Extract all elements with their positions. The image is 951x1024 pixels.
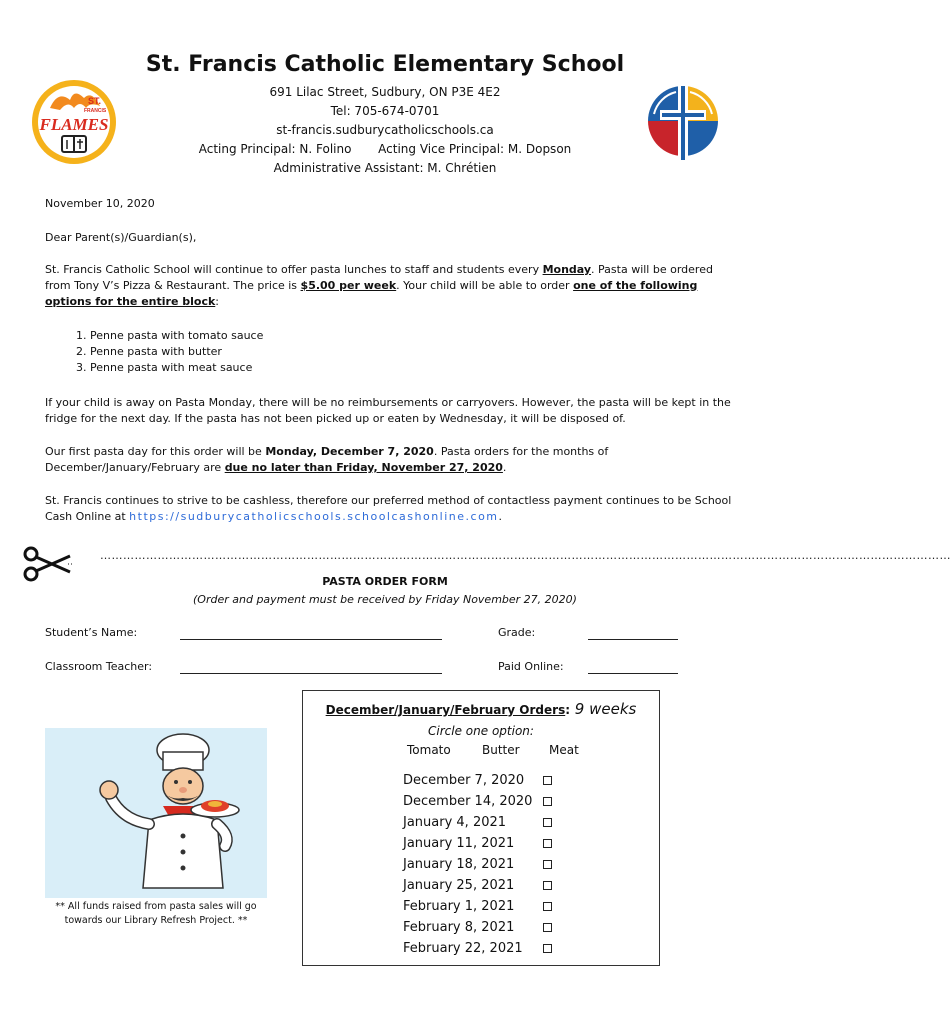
option-item: 3. Penne pasta with meat sauce xyxy=(90,360,263,376)
paragraph-payment xyxy=(45,493,735,525)
teacher-label: Classroom Teacher: xyxy=(45,660,153,673)
logo-st-text: ST. xyxy=(88,96,102,106)
paragraph-first-day xyxy=(45,444,735,476)
option-item: 2. Penne pasta with butter xyxy=(90,344,263,360)
logo-flames-text: FLAMES xyxy=(39,115,109,134)
principals-line xyxy=(150,140,620,159)
order-date: January 4, 2021 xyxy=(403,815,507,830)
order-date: February 1, 2021 xyxy=(403,899,515,914)
option-butter[interactable]: Butter xyxy=(482,743,520,757)
pasta-options-list xyxy=(45,328,263,376)
date-checkbox[interactable] xyxy=(543,944,552,953)
grade-field[interactable] xyxy=(588,627,678,640)
paragraph-intro xyxy=(45,262,735,310)
p3-text-c: . xyxy=(502,461,507,474)
p1-price: $5.00 per week xyxy=(300,279,397,292)
date-row xyxy=(403,855,603,875)
p3-due-date: due no later than Friday, November 27, 2020 xyxy=(224,461,503,474)
p3-first-day: Monday, December 7, 2020 xyxy=(265,445,434,458)
date-checkbox[interactable] xyxy=(543,881,552,890)
date-checkbox[interactable] xyxy=(543,902,552,911)
orders-weeks: 9 weeks xyxy=(570,700,637,718)
fundraiser-note: ** All funds raised from pasta sales will go towards our Library Refresh Project. ** xyxy=(55,901,257,926)
form-subtitle: (Order and payment must be received by Friday November 27, 2020) xyxy=(193,593,577,606)
option-item: 1. Penne pasta with tomato sauce xyxy=(90,328,263,344)
school-cash-link[interactable]: https://sudburycatholicschools.schoolcashonline.com xyxy=(129,510,499,523)
date-row xyxy=(403,939,603,959)
school-website: st-francis.sudburycatholicschools.ca xyxy=(276,123,494,137)
date-checkbox[interactable] xyxy=(543,923,552,932)
orders-heading xyxy=(303,701,659,718)
school-phone: Tel: 705-674-0701 xyxy=(330,104,440,118)
order-date: December 14, 2020 xyxy=(403,794,533,809)
order-date: January 11, 2021 xyxy=(403,836,515,851)
p1-text-b: . Pasta will be ordered from Tony V’s Pizza & Restaurant. The price is xyxy=(45,263,713,292)
date-row xyxy=(403,834,603,854)
order-date: February 22, 2021 xyxy=(403,941,523,956)
flames-logo xyxy=(30,78,118,166)
letter-date: November 10, 2020 xyxy=(45,197,155,210)
paragraph-absence: If your child is away on Pasta Monday, there will be no reimbursements or carryovers. However, the pasta will be kept in the fridge for the next day. If the pasta has not been picked up or eaten by Wednesday, it will be disposed of. xyxy=(45,396,731,425)
school-address: 691 Lilac Street, Sudbury, ON P3E 4E2 xyxy=(269,85,501,99)
date-row xyxy=(403,897,603,917)
orders-box xyxy=(302,690,660,966)
p3-text-b: . Pasta orders for the months of December/January/February are xyxy=(45,445,609,474)
school-name: St. Francis Catholic Elementary School xyxy=(145,52,625,77)
orders-heading-text: December/January/February Orders xyxy=(325,703,566,717)
date-checkbox[interactable] xyxy=(543,797,552,806)
teacher-field[interactable] xyxy=(180,661,442,674)
date-row xyxy=(403,771,603,791)
date-checkbox[interactable] xyxy=(543,776,552,785)
chef-illustration xyxy=(45,728,267,898)
student-name-field[interactable] xyxy=(180,627,442,640)
order-date: December 7, 2020 xyxy=(403,773,525,788)
vice-principal-name: Acting Vice Principal: M. Dopson xyxy=(378,142,572,156)
date-row xyxy=(403,813,603,833)
logo-francis-text: FRANCIS xyxy=(84,108,107,114)
p4-text-a: St. Francis continues to strive to be cashless, therefore our preferred method of contactless payment continues to be School Cash Online at xyxy=(45,494,732,523)
p3-text-a: Our first pasta day for this order will be xyxy=(45,445,266,458)
order-date: February 8, 2021 xyxy=(403,920,515,935)
principal-name: Acting Principal: N. Folino xyxy=(198,142,352,156)
date-row xyxy=(403,792,603,812)
student-name-label: Student’s Name: xyxy=(45,626,138,639)
chef-icon xyxy=(45,728,267,898)
p1-monday: Monday xyxy=(542,263,592,276)
paid-online-field[interactable] xyxy=(588,661,678,674)
orders-heading-colon: : xyxy=(565,703,571,717)
order-date: January 25, 2021 xyxy=(403,878,515,893)
option-tomato[interactable]: Tomato xyxy=(407,743,451,757)
option-meat[interactable]: Meat xyxy=(549,743,579,757)
date-row xyxy=(403,876,603,896)
admin-assistant: Administrative Assistant: M. Chrétien xyxy=(273,161,497,175)
cut-line: …………………………………………………………………………………………………………………………………………………………………………………………………… xyxy=(100,549,951,562)
form-title: PASTA ORDER FORM xyxy=(322,575,448,588)
salutation: Dear Parent(s)/Guardian(s), xyxy=(45,231,197,244)
flames-logo-icon xyxy=(30,78,118,166)
date-checkbox[interactable] xyxy=(543,818,552,827)
board-cross-logo xyxy=(638,76,728,166)
date-checkbox[interactable] xyxy=(543,860,552,869)
p1-options-phrase: one of the following options for the entire block xyxy=(45,279,698,308)
p1-text-c: . Your child will be able to order xyxy=(396,279,574,292)
p1-text-a: St. Francis Catholic School will continue to offer pasta lunches to staff and students every xyxy=(45,263,543,276)
date-row xyxy=(403,918,603,938)
cross-logo-icon xyxy=(638,76,728,166)
circle-instruction: Circle one option: xyxy=(428,724,534,738)
order-date: January 18, 2021 xyxy=(403,857,515,872)
date-checkbox[interactable] xyxy=(543,839,552,848)
p4-text-b: . xyxy=(498,510,503,523)
paid-online-label: Paid Online: xyxy=(498,660,564,673)
p1-text-d: : xyxy=(215,295,219,308)
grade-label: Grade: xyxy=(498,626,536,639)
